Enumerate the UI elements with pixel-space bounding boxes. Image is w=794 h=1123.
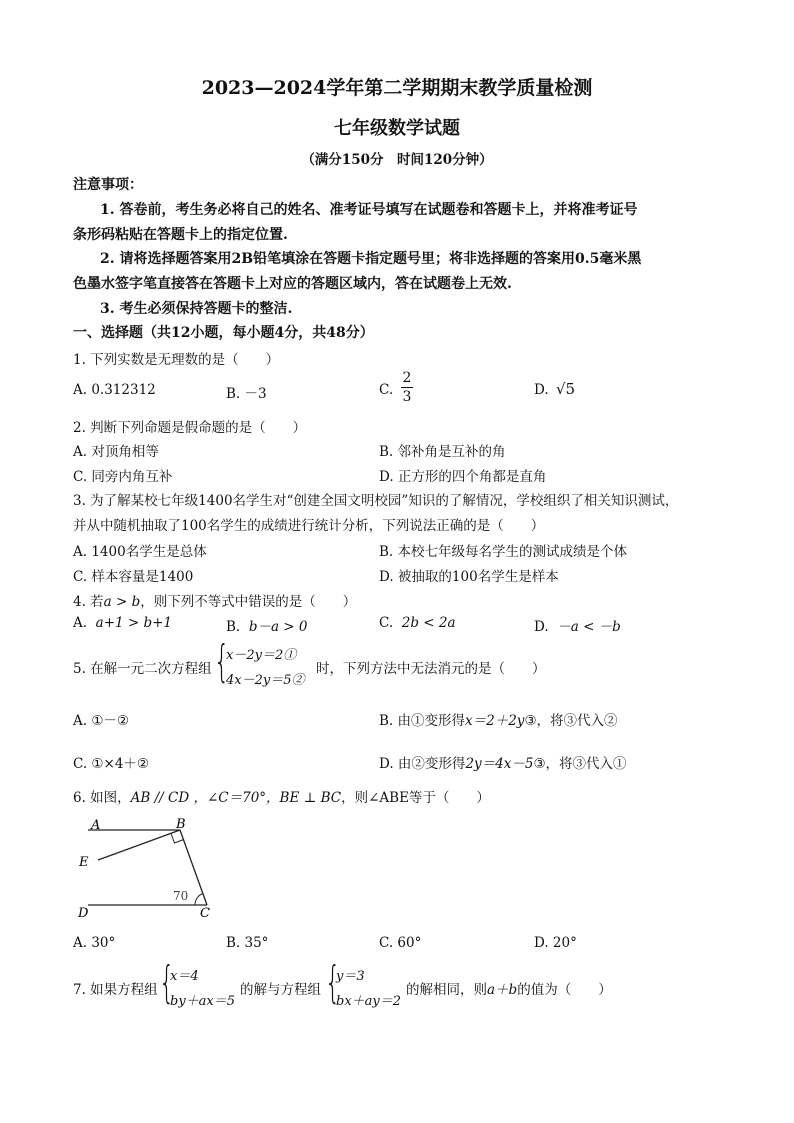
q4-option-a (73, 615, 172, 631)
q5-option-b-post: ③，将③代入② (524, 713, 618, 729)
q3-option-c: C. 样本容量是1400 (73, 569, 194, 585)
exam-title: 2023—2024学年第二学期期末教学质量检测 (201, 77, 593, 99)
q7-system-1-brace: { (159, 957, 175, 1008)
q2-option-d: D. 正方形的四个角都是直角 (379, 469, 547, 485)
q4-option-d-expr: －a < －b (557, 619, 621, 635)
q1-option-a: A. 0.312312 (73, 382, 156, 398)
q5-stem-post: 时，下列方法中无法消元的是（ ） (316, 661, 546, 677)
label-e: E (79, 855, 89, 870)
q4-stem-condition: a > b (103, 594, 141, 610)
q7-system-2-eq-2: bx＋ay＝2 (336, 994, 402, 1009)
q4-option-d (534, 615, 621, 635)
exam-subtitle: 七年级数学试题 (334, 118, 460, 139)
q6-option-a: A. 30° (73, 935, 116, 951)
q6-stem-math: AB // CD ，∠C＝70°，BE ⊥ BC (130, 790, 342, 806)
q1-option-d-label: D. (534, 382, 549, 398)
label-d: D (78, 906, 89, 921)
q7-stem-mid: 的解与方程组 (240, 982, 321, 998)
q7-stem-post-pre: 的解相同，则 (406, 982, 487, 998)
q6-geometry-figure (70, 812, 220, 924)
q2-option-a: A. 对顶角相等 (73, 444, 159, 460)
q5-option-b-equation: x＝2＋2y (465, 713, 525, 729)
q7-system-2-eq-1: y＝3 (336, 969, 365, 984)
q6-option-d: D. 20° (534, 935, 577, 951)
q7-stem-math: a＋b (487, 982, 518, 998)
fraction-bar (401, 387, 413, 388)
q4-stem-pre: 4. 若 (73, 594, 104, 610)
q4-option-d-label: D. (534, 619, 549, 635)
q6-stem-pre: 6. 如图， (73, 790, 131, 806)
q6-option-b: B. 35° (226, 935, 269, 951)
notice-heading: 注意事项： (73, 177, 143, 193)
q6-option-c: C. 60° (379, 935, 422, 951)
q5-stem-pre: 5. 在解一元二次方程组 (73, 661, 212, 677)
notice-item-3: 3. 考生必须保持答题卡的整洁. (100, 301, 293, 317)
q4-stem (73, 590, 356, 610)
notice-item-2-line-1: 2. 请将选择题答案用2B铅笔填涂在答题卡指定题号里；将非选择题的答案用0.5毫米黑 (100, 251, 642, 267)
q1-fraction-denominator: 3 (402, 389, 412, 405)
label-angle-70: 70 (173, 889, 189, 903)
q1-option-c-fraction (399, 370, 415, 405)
q7-stem-post-end: 的值为（ ） (517, 982, 612, 998)
q2-stem: 2. 判断下列命题是假命题的是（ ） (73, 420, 307, 436)
q1-option-b: B. －3 (226, 386, 267, 402)
q6-stem (73, 786, 490, 806)
q3-stem-line-2: 并从中随机抽取了100名学生的成绩进行统计分析，下列说法正确的是（ ） (73, 518, 545, 534)
line-be (98, 830, 180, 860)
q4-option-a-label: A. (73, 615, 88, 631)
q1-stem: 1. 下列实数是无理数的是（ ） (73, 352, 280, 368)
q5-system-brace: { (214, 636, 230, 687)
section-1-heading: 一、选择题（共12小题，每小题4分，共48分） (73, 325, 374, 341)
q3-option-a: A. 1400名学生是总体 (73, 544, 207, 560)
q4-option-c-label: C. (379, 615, 394, 631)
notice-item-1-line-1: 1. 答卷前，考生务必将自己的姓名、准考证号填写在试题卷和答题卡上，并将准考证号 (100, 202, 638, 218)
q2-option-c: C. 同旁内角互补 (73, 469, 173, 485)
q1-option-d-radical: √5 (556, 380, 576, 398)
q3-option-d: D. 被抽取的100名学生是样本 (379, 569, 559, 585)
q5-option-d (379, 752, 627, 772)
q5-option-d-pre: D. 由②变形得 (379, 756, 466, 772)
q7-stem-post (406, 978, 612, 998)
q4-option-c (379, 615, 456, 631)
q2-option-b: B. 邻补角是互补的角 (379, 444, 506, 460)
q4-option-b-label: B. (226, 619, 241, 635)
q1-fraction-numerator: 2 (402, 370, 412, 386)
q5-option-b (379, 709, 618, 729)
q4-option-a-expr: a+1 > b+1 (95, 615, 173, 631)
q7-system-1-eq-2: by＋ax＝5 (170, 994, 236, 1009)
q5-option-d-equation: 2y＝4x－5 (465, 756, 534, 772)
q5-option-a: A. ①－② (73, 713, 130, 729)
q5-equation-2: 4x－2y＝5② (226, 673, 305, 688)
q4-option-b (226, 615, 308, 635)
label-c: C (200, 906, 210, 921)
q1-option-c-label: C. (379, 382, 394, 398)
q7-system-1-eq-1: x＝4 (170, 969, 199, 984)
notice-item-2-line-2: 色墨水签字笔直接答在答题卡上对应的答题区域内，答在试题卷上无效. (73, 276, 512, 292)
q4-option-b-expr: b－a > 0 (248, 619, 308, 635)
q5-option-b-pre: B. 由①变形得 (379, 713, 466, 729)
label-a: A (91, 818, 101, 833)
q6-stem-post: ，则∠ABE等于（ ） (341, 790, 490, 806)
angle-c-arc (195, 894, 203, 906)
q5-option-d-post: ③，将③代入① (533, 756, 627, 772)
label-b: B (176, 817, 186, 832)
q5-equation-1: x－2y＝2① (226, 648, 297, 663)
exam-info: （满分150分 时间120分钟） (301, 152, 493, 168)
q7-stem-pre: 7. 如果方程组 (73, 982, 158, 998)
q3-option-b: B. 本校七年级每名学生的测试成绩是个体 (379, 544, 628, 560)
q3-stem-line-1: 3. 为了解某校七年级1400名学生对“创建全国文明校园”知识的了解情况，学校组织了相关知识测试， (73, 493, 679, 509)
q5-option-c: C. ①×4＋② (73, 756, 150, 772)
notice-item-1-line-2: 条形码粘贴在答题卡上的指定位置. (73, 227, 288, 243)
q4-stem-post: ，则下列不等式中错误的是（ ） (140, 594, 357, 610)
q7-system-2-brace: { (325, 957, 341, 1008)
q4-option-c-expr: 2b < 2a (401, 615, 456, 631)
